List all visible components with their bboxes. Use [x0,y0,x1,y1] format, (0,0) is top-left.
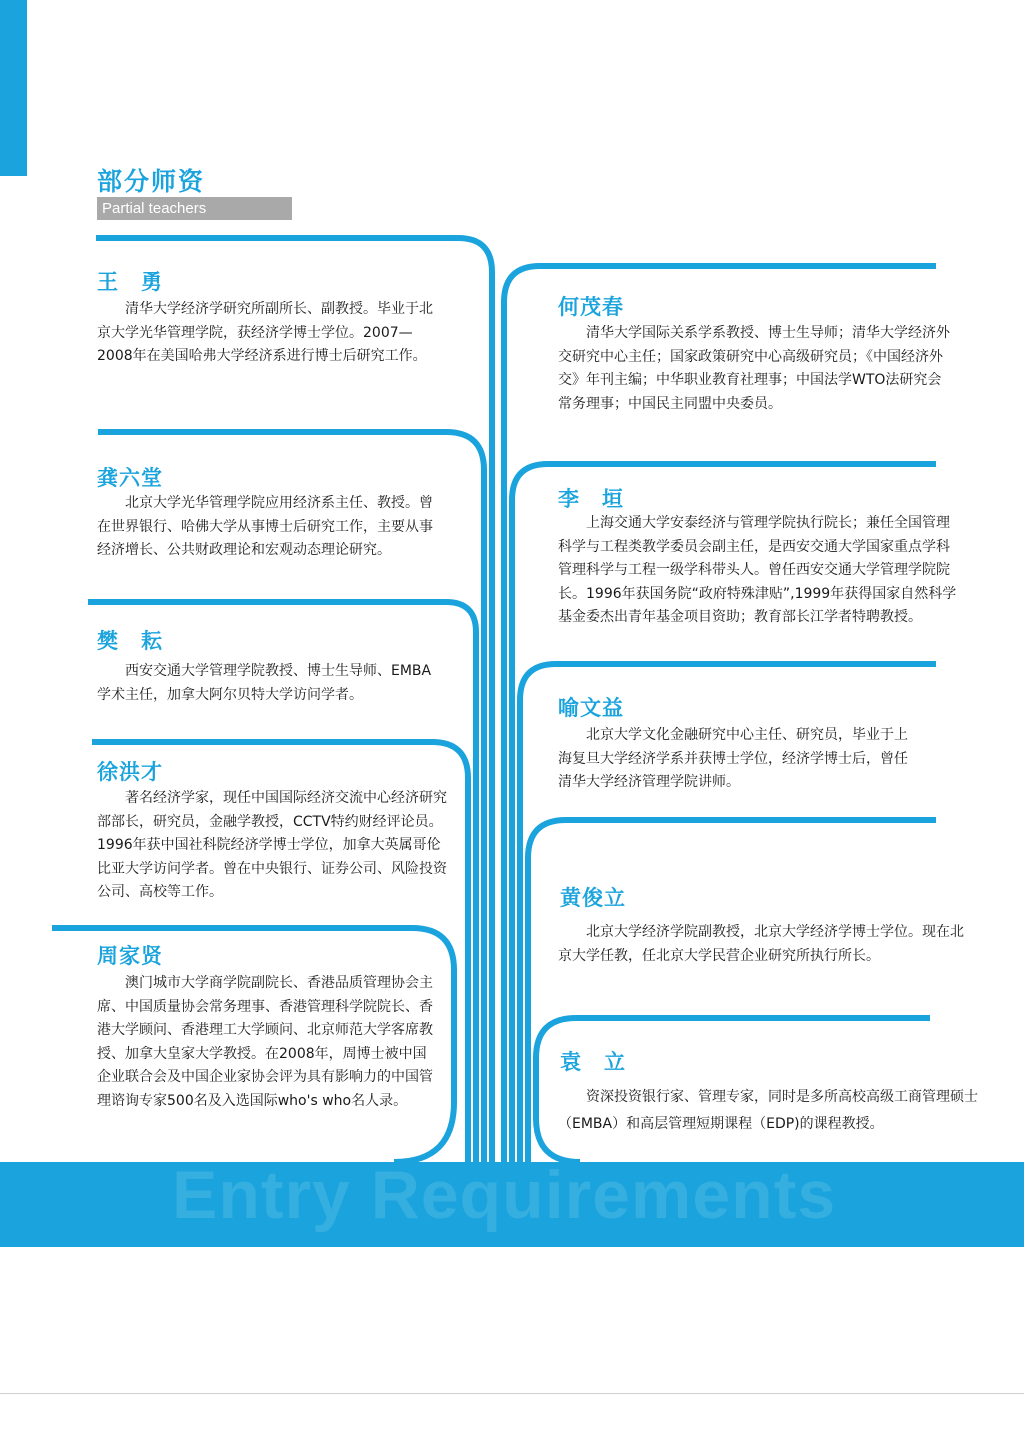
page-title: 部分师资 [97,167,206,196]
teacher-bio-zhou-jiaxian: 澳门城市大学商学院副院长、香港品质管理协会主席、中国质量协会常务理事、香港管理科学院院长、香港大学顾问、香港理工大学顾问、北京师范大学客席教授、加拿大皇家大学教授。在2008年，周博士被中国企业联合会及中国企业家协会评为具有影响力的中国管理谘询专家500名及入选国际who's who名人录。 [97,975,433,1109]
teacher-bio-li-yuan: 上海交通大学安泰经济与管理学院执行院长；兼任全国管理科学与工程类教学委员会副主任，是西安交通大学国家重点学科管理科学与工程一级学科带头人。曾任西安交通大学管理学院院长。1996年获国务院“政府特殊津贴”,1999年获得国家自然科学基金委杰出青年基金项目资助；教育部长江学者特聘教授。 [558,515,957,625]
teacher-bio-yuan-li: 资深投资银行家、管理专家，同时是多所高校高级工商管理硕士（EMBA）和高层管理短期课程（EDP)的课程教授。 [558,1089,978,1132]
teacher-bio-he-maochun: 清华大学国际关系学系教授、博士生导师；清华大学经济外交研究中心主任；国家政策研究中心高级研究员；《中国经济外交》年刊主编；中华职业教育社理事；中国法学WTO法研究会常务理事；中国民主同盟中央委员。 [558,325,950,412]
teacher-name-fan-yun: 樊 耘 [97,629,163,653]
page-edge-line [0,1393,1024,1394]
teacher-name-huang-junli: 黄俊立 [560,886,626,910]
teacher-name-gong-liutang: 龚六堂 [97,466,163,490]
teacher-name-yu-wenyi: 喻文益 [558,696,624,720]
teacher-bio-yu-wenyi: 北京大学文化金融研究中心主任、研究员，毕业于上海复旦大学经济学系并获博士学位，经济学博士后，曾任清华大学经济管理学院讲师。 [558,727,908,790]
page-subtitle: Partial teachers [97,197,292,220]
teacher-name-wang-yong: 王 勇 [97,270,163,294]
teacher-name-he-maochun: 何茂春 [558,295,624,319]
teacher-bio-gong-liutang: 北京大学光华管理学院应用经济系主任、教授。曾在世界银行、哈佛大学从事博士后研究工作，主要从事经济增长、公共财政理论和宏观动态理论研究。 [97,495,433,558]
teacher-bio-fan-yun: 西安交通大学管理学院教授、博士生导师、EMBA学术主任，加拿大阿尔贝特大学访问学者。 [97,663,432,703]
band-watermark-text: Entry Requirements [172,1162,837,1233]
teacher-name-li-yuan: 李 垣 [558,487,624,511]
teacher-name-xu-hongcai: 徐洪才 [97,760,163,784]
teacher-bio-xu-hongcai: 著名经济学家，现任中国国际经济交流中心经济研究部部长，研究员，金融学教授，CCTV特约财经评论员。1996年获中国社科院经济学博士学位，加拿大英属哥伦比亚大学访问学者。曾在中央银行、证券公司、风险投资公司、高校等工作。 [97,790,447,900]
teacher-bio-huang-junli: 北京大学经济学院副教授，北京大学经济学博士学位。现在北京大学任教，任北京大学民营企业研究所执行所长。 [558,924,964,964]
teacher-name-zhou-jiaxian: 周家贤 [97,944,163,968]
teacher-name-yuan-li: 袁 立 [560,1050,626,1074]
teacher-bio-wang-yong: 清华大学经济学研究所副所长、副教授。毕业于北京大学光华管理学院，获经济学博士学位。2007—2008年在美国哈弗大学经济系进行博士后研究工作。 [97,301,433,364]
